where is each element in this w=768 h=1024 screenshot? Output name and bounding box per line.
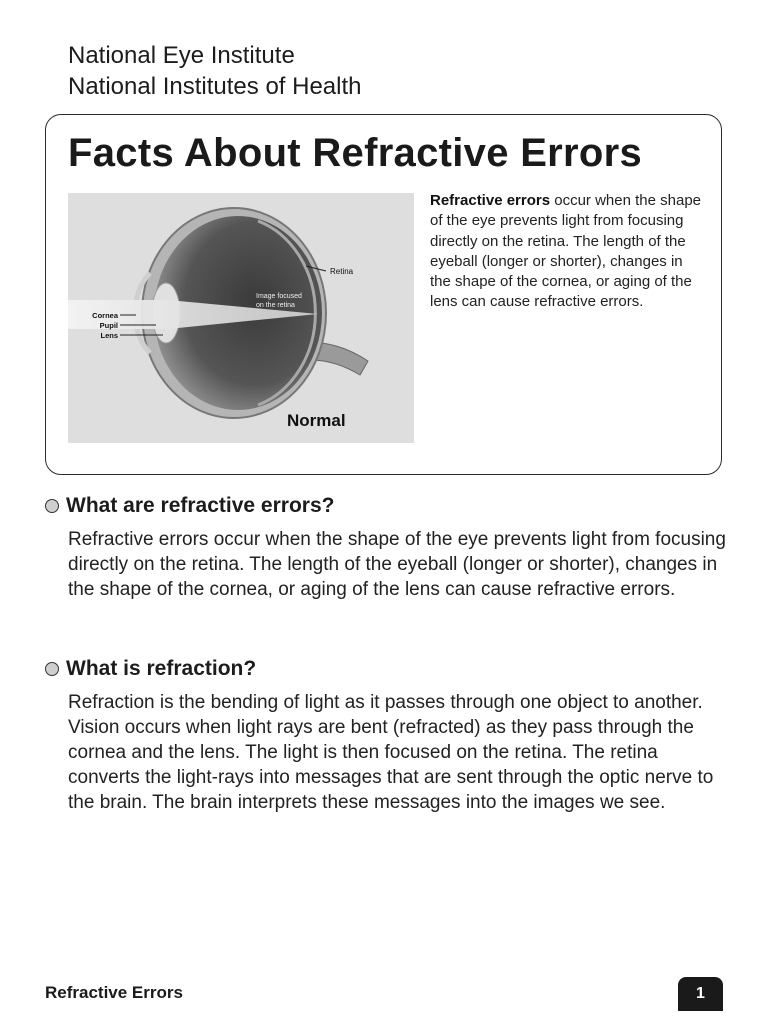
eye-diagram <box>68 193 414 443</box>
cornea-label: Cornea <box>92 311 118 320</box>
org-name-nih: National Institutes of Health <box>68 73 362 100</box>
question-text: What are refractive errors? <box>66 494 335 517</box>
question-text: What is refraction? <box>66 657 257 680</box>
footer-title: Refractive Errors <box>45 983 183 1002</box>
figure-caption: Normal <box>287 411 346 430</box>
image-focused-label-1: Image focused <box>256 293 302 300</box>
bullet-icon <box>45 499 59 513</box>
eye-diagram-svg <box>68 193 414 443</box>
organization-header <box>68 40 362 102</box>
image-focused-label-2: on the retina <box>256 302 295 309</box>
bullet-icon <box>45 662 59 676</box>
section-heading-2 <box>45 657 256 681</box>
intro-text: occur when the shape of the eye prevents light from focusing directly on the retina. The length of the eyeball (longer or shorter), changes in the shape of the cornea, or aging of the lens can cause refractive errors. <box>430 192 702 311</box>
intro-bold-term: Refractive errors <box>430 192 551 209</box>
page-title: Facts About Refractive Errors <box>68 131 643 175</box>
section-body-1: Refractive errors occur when the shape of the eye prevents light from focusing directly on the retina. The length of the eyeball (longer or shorter), changes in the shape of the cornea, or aging of the lens can cause refractive errors. <box>68 529 726 600</box>
pupil-label: Pupil <box>99 321 118 330</box>
section-heading-1 <box>45 494 334 518</box>
retina-label: Retina <box>330 267 354 276</box>
page-number: 1 <box>678 977 723 1011</box>
section-body-2: Refraction is the bending of light as it passes through one object to another. Vision occurs when light rays are bent (refracted) as they pass through the cornea and the lens. The light is then focused on the retina. The retina converts the light-rays into messages that are sent through the optic nerve to the brain. The brain interprets these messages into the images we see. <box>68 692 714 813</box>
intro-paragraph <box>430 191 705 313</box>
org-name-nei: National Eye Institute <box>68 42 295 69</box>
lens-label: Lens <box>100 331 118 340</box>
